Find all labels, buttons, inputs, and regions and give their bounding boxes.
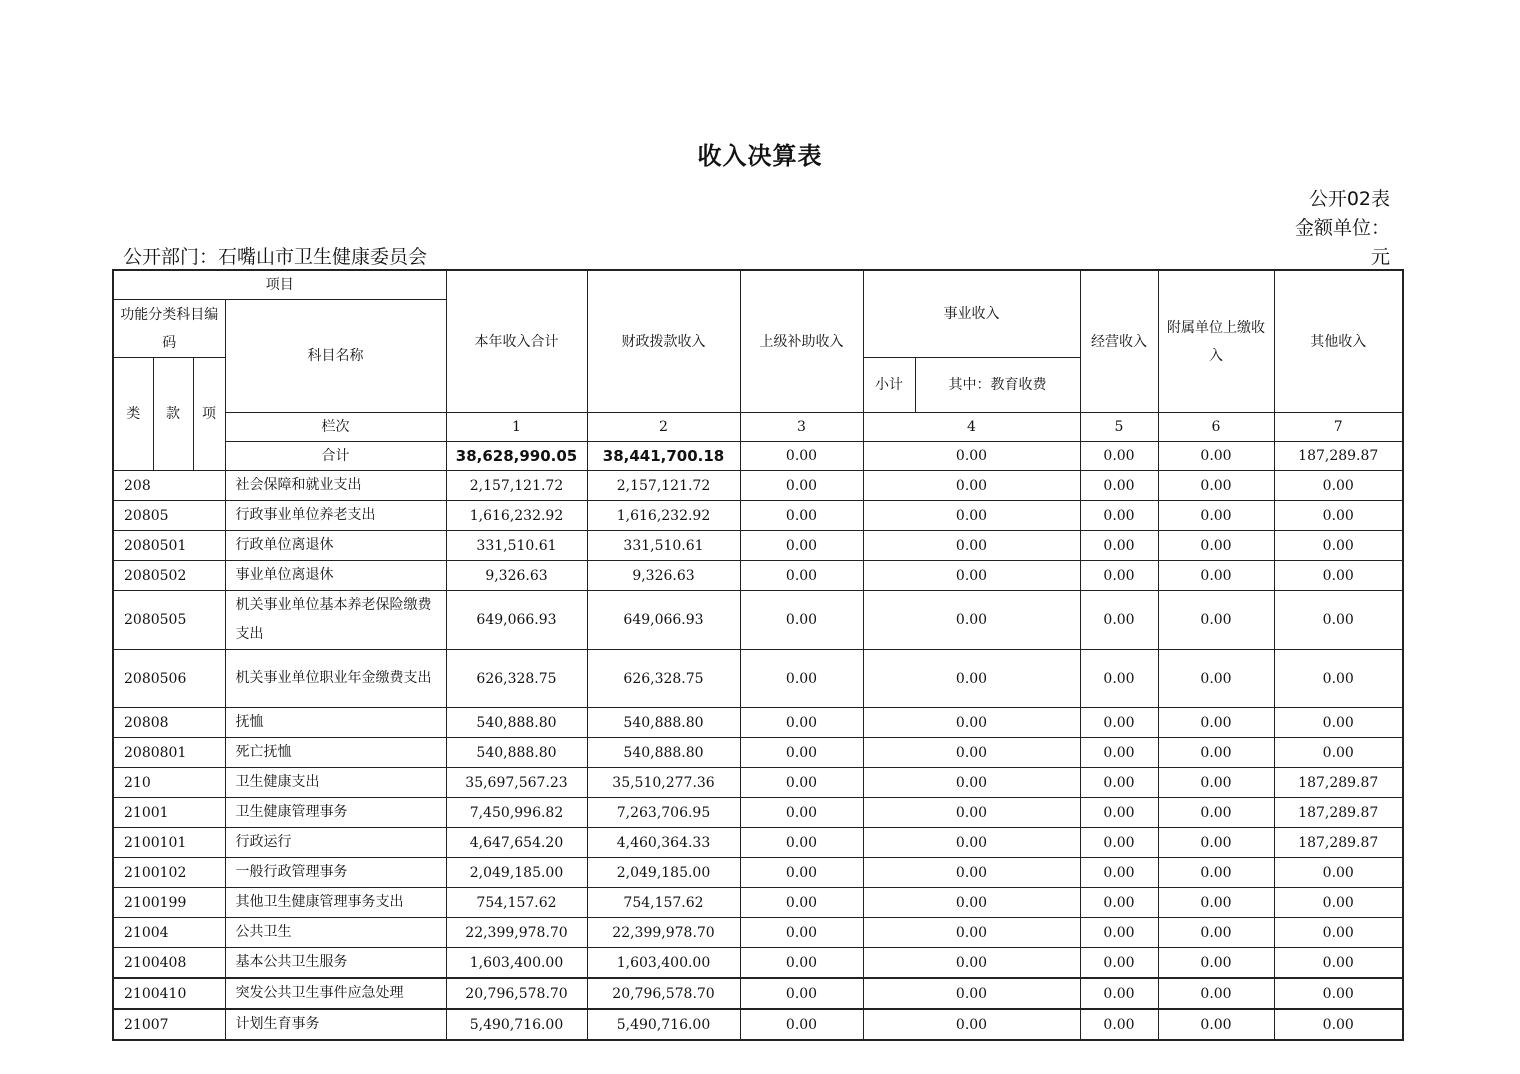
row-code: 2100102 bbox=[113, 858, 225, 888]
row-value-c6: 0.00 bbox=[1158, 1009, 1274, 1040]
row-value-c4: 0.00 bbox=[863, 798, 1080, 828]
row-value-c1: 649,066.93 bbox=[446, 591, 587, 650]
row-value-c3: 0.00 bbox=[740, 708, 863, 738]
row-subject-name: 社会保障和就业支出 bbox=[225, 471, 446, 501]
row-value-c7: 0.00 bbox=[1274, 858, 1403, 888]
header-xiang: 项 bbox=[193, 358, 225, 471]
total-c6: 0.00 bbox=[1158, 442, 1274, 471]
row-value-c6: 0.00 bbox=[1158, 978, 1274, 1009]
row-subject-name: 机关事业单位职业年金缴费支出 bbox=[225, 650, 446, 708]
row-value-c4: 0.00 bbox=[863, 888, 1080, 918]
row-value-c2: 4,460,364.33 bbox=[587, 828, 740, 858]
row-value-c7: 0.00 bbox=[1274, 561, 1403, 591]
col-number: 5 bbox=[1080, 413, 1158, 442]
row-value-c5: 0.00 bbox=[1080, 561, 1158, 591]
row-subject-name: 公共卫生 bbox=[225, 918, 446, 948]
row-value-c2: 9,326.63 bbox=[587, 561, 740, 591]
col-number: 1 bbox=[446, 413, 587, 442]
row-value-c2: 2,157,121.72 bbox=[587, 471, 740, 501]
row-value-c7: 0.00 bbox=[1274, 1009, 1403, 1040]
header-func-code: 功能分类科目编码 bbox=[113, 300, 225, 358]
row-value-c1: 754,157.62 bbox=[446, 888, 587, 918]
row-value-c4: 0.00 bbox=[863, 948, 1080, 979]
table-row bbox=[113, 738, 1403, 768]
row-value-c3: 0.00 bbox=[740, 888, 863, 918]
row-value-c1: 2,157,121.72 bbox=[446, 471, 587, 501]
row-value-c7: 0.00 bbox=[1274, 501, 1403, 531]
row-value-c2: 35,510,277.36 bbox=[587, 768, 740, 798]
row-value-c7: 187,289.87 bbox=[1274, 768, 1403, 798]
row-value-c6: 0.00 bbox=[1158, 948, 1274, 979]
table-row bbox=[113, 978, 1403, 1009]
table-row bbox=[113, 798, 1403, 828]
row-value-c7: 0.00 bbox=[1274, 948, 1403, 979]
row-value-c5: 0.00 bbox=[1080, 888, 1158, 918]
row-value-c7: 187,289.87 bbox=[1274, 828, 1403, 858]
table-row bbox=[113, 650, 1403, 708]
row-subject-name: 行政事业单位养老支出 bbox=[225, 501, 446, 531]
total-c4: 0.00 bbox=[863, 442, 1080, 471]
row-subject-name: 其他卫生健康管理事务支出 bbox=[225, 888, 446, 918]
row-value-c6: 0.00 bbox=[1158, 650, 1274, 708]
unit-value: 元 bbox=[1370, 246, 1390, 268]
col-number: 2 bbox=[587, 413, 740, 442]
col-number: 7 bbox=[1274, 413, 1403, 442]
row-value-c1: 4,647,654.20 bbox=[446, 828, 587, 858]
row-value-c5: 0.00 bbox=[1080, 948, 1158, 979]
row-value-c3: 0.00 bbox=[740, 798, 863, 828]
total-c2: 38,441,700.18 bbox=[587, 442, 740, 471]
row-subject-name: 一般行政管理事务 bbox=[225, 858, 446, 888]
income-table bbox=[112, 269, 1404, 1041]
row-subject-name: 死亡抚恤 bbox=[225, 738, 446, 768]
row-value-c6: 0.00 bbox=[1158, 471, 1274, 501]
row-subject-name: 基本公共卫生服务 bbox=[225, 948, 446, 979]
col-number: 3 bbox=[740, 413, 863, 442]
row-value-c4: 0.00 bbox=[863, 708, 1080, 738]
table-row bbox=[113, 768, 1403, 798]
row-value-c1: 35,697,567.23 bbox=[446, 768, 587, 798]
row-value-c5: 0.00 bbox=[1080, 978, 1158, 1009]
row-value-c4: 0.00 bbox=[863, 650, 1080, 708]
row-value-c3: 0.00 bbox=[740, 591, 863, 650]
col-label: 栏次 bbox=[225, 413, 446, 442]
unit-label: 金额单位： bbox=[1294, 217, 1390, 239]
row-value-c7: 0.00 bbox=[1274, 738, 1403, 768]
table-row bbox=[113, 471, 1403, 501]
row-value-c1: 540,888.80 bbox=[446, 738, 587, 768]
header-c4-education: 其中：教育收费 bbox=[915, 358, 1080, 413]
row-code: 2100101 bbox=[113, 828, 225, 858]
total-label: 合计 bbox=[225, 442, 446, 471]
row-value-c4: 0.00 bbox=[863, 978, 1080, 1009]
row-subject-name: 机关事业单位基本养老保险缴费支出 bbox=[225, 591, 446, 650]
department-label: 公开部门：石嘴山市卫生健康委员会 bbox=[123, 246, 428, 268]
row-value-c5: 0.00 bbox=[1080, 828, 1158, 858]
row-value-c3: 0.00 bbox=[740, 471, 863, 501]
table-row bbox=[113, 1009, 1403, 1040]
row-value-c1: 2,049,185.00 bbox=[446, 858, 587, 888]
row-value-c6: 0.00 bbox=[1158, 768, 1274, 798]
row-value-c6: 0.00 bbox=[1158, 858, 1274, 888]
row-value-c2: 20,796,578.70 bbox=[587, 978, 740, 1009]
row-value-c2: 1,603,400.00 bbox=[587, 948, 740, 979]
row-value-c1: 626,328.75 bbox=[446, 650, 587, 708]
row-value-c7: 0.00 bbox=[1274, 708, 1403, 738]
row-value-c3: 0.00 bbox=[740, 858, 863, 888]
row-subject-name: 卫生健康管理事务 bbox=[225, 798, 446, 828]
row-value-c6: 0.00 bbox=[1158, 708, 1274, 738]
row-value-c2: 22,399,978.70 bbox=[587, 918, 740, 948]
row-value-c1: 331,510.61 bbox=[446, 531, 587, 561]
header-project: 项目 bbox=[113, 270, 446, 300]
total-c1: 38,628,990.05 bbox=[446, 442, 587, 471]
header-c4-subtotal: 小计 bbox=[863, 358, 915, 413]
row-value-c5: 0.00 bbox=[1080, 858, 1158, 888]
row-value-c6: 0.00 bbox=[1158, 561, 1274, 591]
row-code: 20805 bbox=[113, 501, 225, 531]
row-value-c5: 0.00 bbox=[1080, 591, 1158, 650]
row-subject-name: 突发公共卫生事件应急处理 bbox=[225, 978, 446, 1009]
row-value-c7: 0.00 bbox=[1274, 978, 1403, 1009]
row-value-c4: 0.00 bbox=[863, 501, 1080, 531]
header-subject-name: 科目名称 bbox=[225, 300, 446, 413]
row-value-c6: 0.00 bbox=[1158, 888, 1274, 918]
row-value-c1: 20,796,578.70 bbox=[446, 978, 587, 1009]
header-c5: 经营收入 bbox=[1080, 270, 1158, 413]
row-value-c4: 0.00 bbox=[863, 531, 1080, 561]
total-c3: 0.00 bbox=[740, 442, 863, 471]
row-value-c4: 0.00 bbox=[863, 858, 1080, 888]
table-row bbox=[113, 531, 1403, 561]
table-row bbox=[113, 918, 1403, 948]
row-value-c1: 9,326.63 bbox=[446, 561, 587, 591]
row-value-c4: 0.00 bbox=[863, 591, 1080, 650]
table-header bbox=[113, 270, 1403, 471]
col-number: 6 bbox=[1158, 413, 1274, 442]
row-value-c2: 540,888.80 bbox=[587, 708, 740, 738]
row-value-c7: 0.00 bbox=[1274, 591, 1403, 650]
row-value-c2: 7,263,706.95 bbox=[587, 798, 740, 828]
row-code: 2080501 bbox=[113, 531, 225, 561]
row-value-c1: 22,399,978.70 bbox=[446, 918, 587, 948]
row-value-c2: 1,616,232.92 bbox=[587, 501, 740, 531]
row-value-c4: 0.00 bbox=[863, 918, 1080, 948]
row-code: 210 bbox=[113, 768, 225, 798]
row-subject-name: 行政单位离退休 bbox=[225, 531, 446, 561]
row-value-c1: 7,450,996.82 bbox=[446, 798, 587, 828]
row-value-c3: 0.00 bbox=[740, 561, 863, 591]
row-value-c3: 0.00 bbox=[740, 918, 863, 948]
row-subject-name: 抚恤 bbox=[225, 708, 446, 738]
row-value-c6: 0.00 bbox=[1158, 738, 1274, 768]
row-value-c2: 5,490,716.00 bbox=[587, 1009, 740, 1040]
total-c5: 0.00 bbox=[1080, 442, 1158, 471]
header-c1: 本年收入合计 bbox=[446, 270, 587, 413]
row-code: 2100199 bbox=[113, 888, 225, 918]
row-value-c5: 0.00 bbox=[1080, 501, 1158, 531]
row-value-c3: 0.00 bbox=[740, 650, 863, 708]
row-value-c5: 0.00 bbox=[1080, 918, 1158, 948]
table-row bbox=[113, 501, 1403, 531]
table-row bbox=[113, 828, 1403, 858]
header-c2: 财政拨款收入 bbox=[587, 270, 740, 413]
row-value-c2: 626,328.75 bbox=[587, 650, 740, 708]
row-value-c6: 0.00 bbox=[1158, 798, 1274, 828]
row-value-c5: 0.00 bbox=[1080, 1009, 1158, 1040]
row-code: 20808 bbox=[113, 708, 225, 738]
row-value-c5: 0.00 bbox=[1080, 708, 1158, 738]
table-number: 公开02表 bbox=[1308, 188, 1390, 210]
row-value-c3: 0.00 bbox=[740, 978, 863, 1009]
row-value-c4: 0.00 bbox=[863, 738, 1080, 768]
row-value-c3: 0.00 bbox=[740, 1009, 863, 1040]
header-c3: 上级补助收入 bbox=[740, 270, 863, 413]
col-number: 4 bbox=[863, 413, 1080, 442]
row-code: 2080505 bbox=[113, 591, 225, 650]
header-c4: 事业收入 bbox=[863, 270, 1080, 358]
row-code: 208 bbox=[113, 471, 225, 501]
table-row bbox=[113, 888, 1403, 918]
total-row bbox=[113, 442, 1403, 471]
row-value-c4: 0.00 bbox=[863, 768, 1080, 798]
row-value-c1: 1,616,232.92 bbox=[446, 501, 587, 531]
row-value-c1: 5,490,716.00 bbox=[446, 1009, 587, 1040]
table-row bbox=[113, 591, 1403, 650]
header-c6: 附属单位上缴收入 bbox=[1158, 270, 1274, 413]
row-value-c3: 0.00 bbox=[740, 828, 863, 858]
header-c7: 其他收入 bbox=[1274, 270, 1403, 413]
row-value-c7: 0.00 bbox=[1274, 918, 1403, 948]
row-code: 2100408 bbox=[113, 948, 225, 979]
row-code: 21001 bbox=[113, 798, 225, 828]
row-value-c7: 0.00 bbox=[1274, 471, 1403, 501]
row-subject-name: 事业单位离退休 bbox=[225, 561, 446, 591]
row-value-c4: 0.00 bbox=[863, 471, 1080, 501]
header-lei: 类 bbox=[113, 358, 153, 471]
row-value-c6: 0.00 bbox=[1158, 918, 1274, 948]
table-row bbox=[113, 708, 1403, 738]
row-value-c6: 0.00 bbox=[1158, 591, 1274, 650]
row-value-c6: 0.00 bbox=[1158, 501, 1274, 531]
total-c7: 187,289.87 bbox=[1274, 442, 1403, 471]
row-value-c3: 0.00 bbox=[740, 501, 863, 531]
row-subject-name: 行政运行 bbox=[225, 828, 446, 858]
row-code: 21004 bbox=[113, 918, 225, 948]
row-subject-name: 计划生育事务 bbox=[225, 1009, 446, 1040]
row-value-c4: 0.00 bbox=[863, 1009, 1080, 1040]
row-value-c6: 0.00 bbox=[1158, 531, 1274, 561]
header-kuan: 款 bbox=[153, 358, 193, 471]
row-value-c7: 187,289.87 bbox=[1274, 798, 1403, 828]
row-value-c3: 0.00 bbox=[740, 768, 863, 798]
row-code: 2080502 bbox=[113, 561, 225, 591]
table-row bbox=[113, 561, 1403, 591]
row-value-c2: 754,157.62 bbox=[587, 888, 740, 918]
row-value-c5: 0.00 bbox=[1080, 768, 1158, 798]
row-value-c3: 0.00 bbox=[740, 948, 863, 979]
row-value-c5: 0.00 bbox=[1080, 798, 1158, 828]
row-value-c5: 0.00 bbox=[1080, 531, 1158, 561]
page-title: 收入决算表 bbox=[697, 142, 823, 170]
row-value-c7: 0.00 bbox=[1274, 531, 1403, 561]
row-value-c6: 0.00 bbox=[1158, 828, 1274, 858]
row-subject-name: 卫生健康支出 bbox=[225, 768, 446, 798]
row-value-c7: 0.00 bbox=[1274, 650, 1403, 708]
row-value-c7: 0.00 bbox=[1274, 888, 1403, 918]
row-value-c3: 0.00 bbox=[740, 738, 863, 768]
row-value-c1: 1,603,400.00 bbox=[446, 948, 587, 979]
row-code: 2080801 bbox=[113, 738, 225, 768]
row-value-c5: 0.00 bbox=[1080, 471, 1158, 501]
row-value-c1: 540,888.80 bbox=[446, 708, 587, 738]
row-value-c2: 2,049,185.00 bbox=[587, 858, 740, 888]
row-code: 2100410 bbox=[113, 978, 225, 1009]
table-body bbox=[113, 471, 1403, 1041]
row-value-c3: 0.00 bbox=[740, 531, 863, 561]
row-value-c2: 540,888.80 bbox=[587, 738, 740, 768]
row-value-c2: 649,066.93 bbox=[587, 591, 740, 650]
table-row bbox=[113, 948, 1403, 979]
row-code: 21007 bbox=[113, 1009, 225, 1040]
row-value-c4: 0.00 bbox=[863, 828, 1080, 858]
row-value-c5: 0.00 bbox=[1080, 738, 1158, 768]
row-value-c2: 331,510.61 bbox=[587, 531, 740, 561]
row-code: 2080506 bbox=[113, 650, 225, 708]
row-value-c5: 0.00 bbox=[1080, 650, 1158, 708]
table-row bbox=[113, 858, 1403, 888]
row-value-c4: 0.00 bbox=[863, 561, 1080, 591]
